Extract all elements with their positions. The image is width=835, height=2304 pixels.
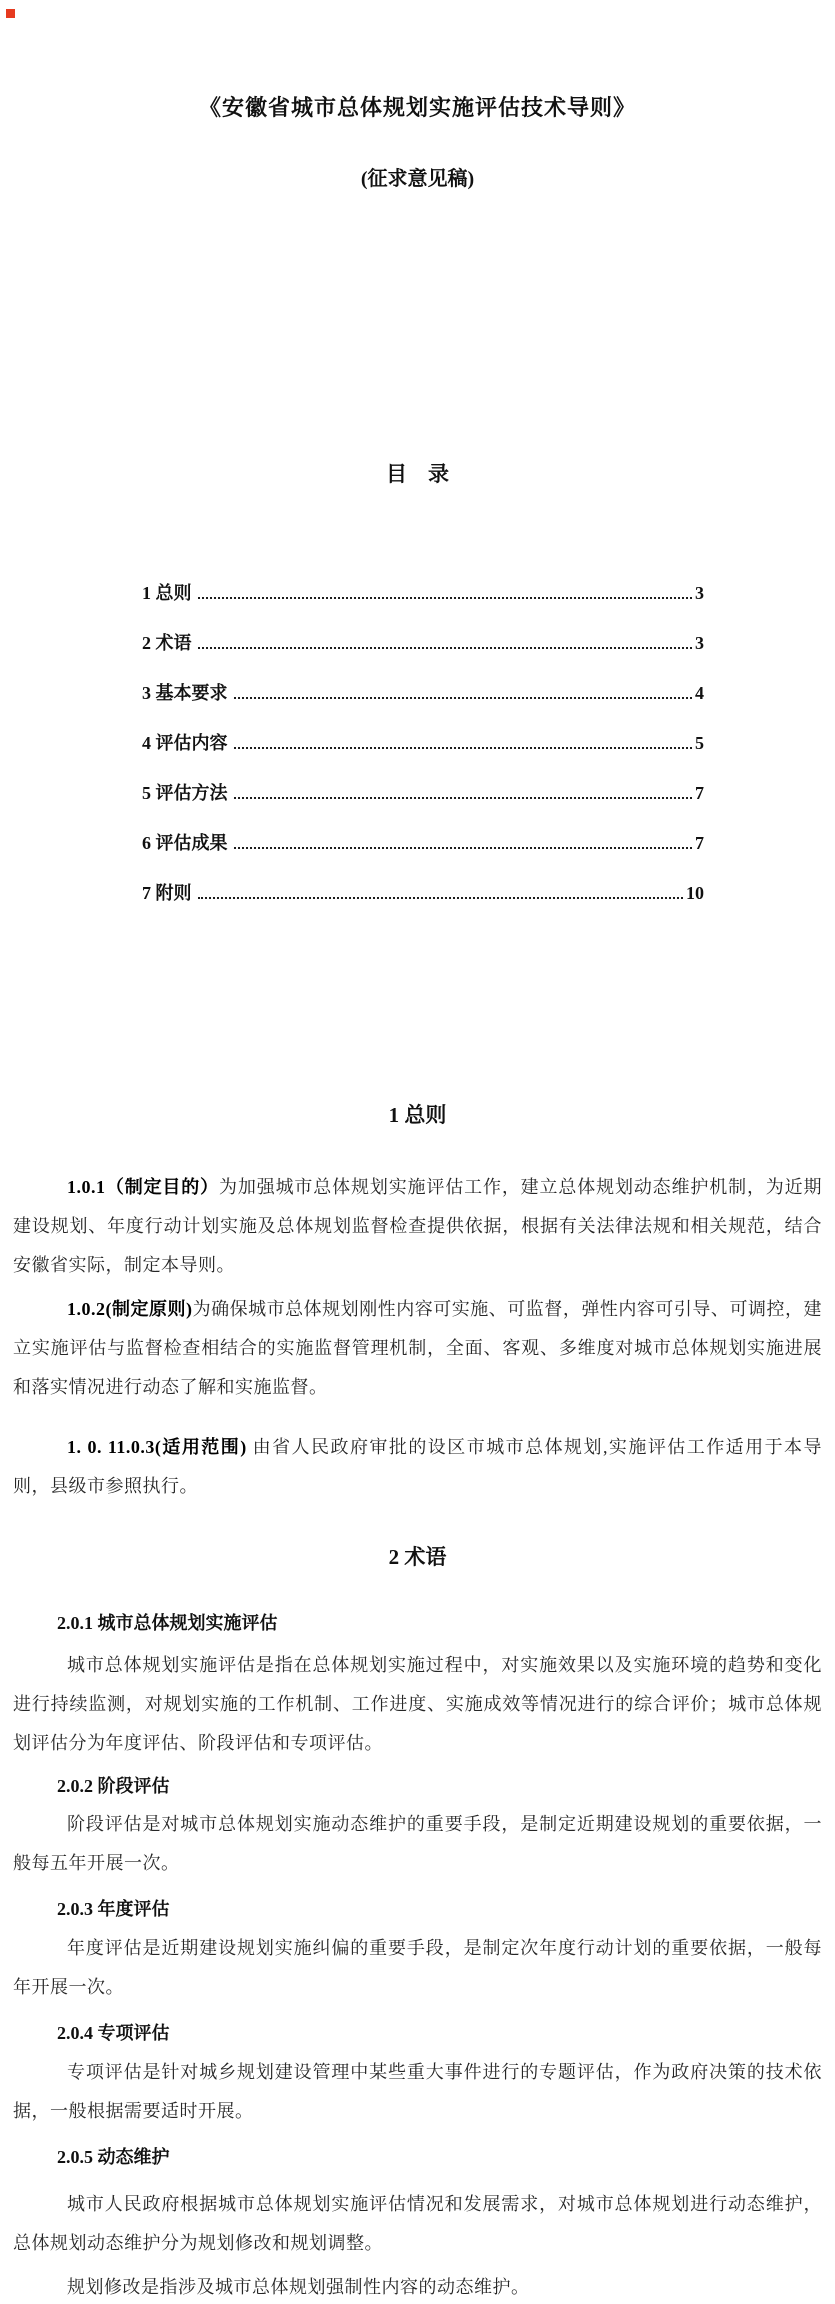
paragraph-1-0-3 [13, 1428, 822, 1506]
paragraph-2-0-3: 年度评估是近期建设规划实施纠偏的重要手段，是制定次年度行动计划的重要依据，一般每年开展一次。 [13, 1938, 822, 1997]
toc-item-label: 2 术语 [142, 633, 192, 653]
paragraph-2-0-4: 专项评估是针对城乡规划建设管理中某些重大事件进行的专题评估，作为政府决策的技术依据，一般根据需要适时开展。 [13, 2062, 822, 2121]
toc-page-number: 3 [695, 583, 704, 603]
toc-dotted-leader [198, 646, 693, 649]
subheading-2-0-5: 2.0.5 动态维护 [57, 2147, 170, 2167]
paragraph-text: 为确保城市总体规划刚性内容可实施、可监督，弹性内容可引导、可调控，建立实施评估与监督检查相结合的实施监督管理机制，全面、客观、多维度对城市总体规划实施进展和落实情况进行动态了解和实施监督。 [13, 1299, 822, 1397]
toc-page-number: 3 [695, 633, 704, 653]
toc-item-label: 4 评估内容 [142, 733, 228, 753]
subheading-2-0-4: 2.0.4 专项评估 [57, 2023, 170, 2043]
toc-dotted-leader [198, 896, 684, 899]
paragraph-2-0-1: 城市总体规划实施评估是指在总体规划实施过程中，对实施效果以及实施环境的趋势和变化进行持续监测，对规划实施的工作机制、工作进度、实施成效等情况进行的综合评价；城市总体规划评估分为年度评估、阶段评估和专项评估。 [13, 1655, 822, 1753]
toc-dotted-leader [234, 846, 693, 849]
subheading-2-0-3: 2.0.3 年度评估 [57, 1899, 170, 1919]
toc-page-number: 7 [695, 783, 704, 803]
toc-page-number: 7 [695, 833, 704, 853]
paragraph-lead: 1.0.2(制定原则) [67, 1299, 193, 1319]
paragraph-text: 为加强城市总体规划实施评估工作，建立总体规划动态维护机制，为近期建设规划、年度行动计划实施及总体规划监督检查提供依据，根据有关法律法规和相关规范，结合安徽省实际，制定本导则。 [13, 1177, 823, 1275]
toc-dotted-leader [234, 796, 693, 799]
toc-dotted-leader [234, 696, 693, 699]
toc-page-number: 5 [695, 733, 704, 753]
toc-page-number: 4 [695, 683, 704, 703]
paragraph-lead: 1. 0. 11.0.3(适用范围) [67, 1437, 247, 1457]
toc-item-basic-requirements[interactable] [142, 668, 704, 718]
paragraph-2-0-5-modify: 规划修改是指涉及城市总体规划强制性内容的动态维护。 [67, 2277, 530, 2297]
paragraph-text: 由省人民政府审批的设区市城市总体规划,实施评估工作适用于本导则，县级市参照执行。 [13, 1437, 822, 1496]
toc-item-evaluation-method[interactable] [142, 768, 704, 818]
toc-item-label: 7 附则 [142, 883, 192, 903]
toc-item-supplementary[interactable] [142, 868, 704, 918]
paragraph-1-0-2 [13, 1290, 822, 1407]
subheading-2-0-1: 2.0.1 城市总体规划实施评估 [57, 1613, 278, 1633]
section-heading-terms: 2 术语 [388, 1545, 447, 1569]
red-dot-marker [6, 9, 15, 18]
table-of-contents [142, 568, 704, 918]
toc-item-evaluation-results[interactable] [142, 818, 704, 868]
toc-dotted-leader [234, 746, 693, 749]
document-title: 《安徽省城市总体规划实施评估技术导则》 [198, 95, 636, 120]
toc-item-label: 3 基本要求 [142, 683, 228, 703]
paragraph-1-0-1 [13, 1168, 822, 1285]
toc-dotted-leader [198, 596, 693, 599]
document-subtitle: (征求意见稿) [360, 168, 475, 190]
toc-item-label: 6 评估成果 [142, 833, 228, 853]
toc-heading: 目 录 [386, 462, 449, 486]
toc-item-terms[interactable] [142, 618, 704, 668]
paragraph-lead: 1.0.1（制定目的） [67, 1177, 219, 1197]
paragraph-2-0-2: 阶段评估是对城市总体规划实施动态维护的重要手段，是制定近期建设规划的重要依据，一般每五年开展一次。 [13, 1814, 822, 1873]
toc-item-label: 5 评估方法 [142, 783, 228, 803]
section-heading-general: 1 总则 [388, 1103, 447, 1127]
toc-item-evaluation-content[interactable] [142, 718, 704, 768]
toc-item-general[interactable] [142, 568, 704, 618]
paragraph-2-0-5: 城市人民政府根据城市总体规划实施评估情况和发展需求，对城市总体规划进行动态维护，总体规划动态维护分为规划修改和规划调整。 [13, 2194, 822, 2253]
subheading-2-0-2: 2.0.2 阶段评估 [57, 1776, 170, 1796]
toc-item-label: 1 总则 [142, 583, 192, 603]
toc-page-number: 10 [686, 883, 704, 903]
